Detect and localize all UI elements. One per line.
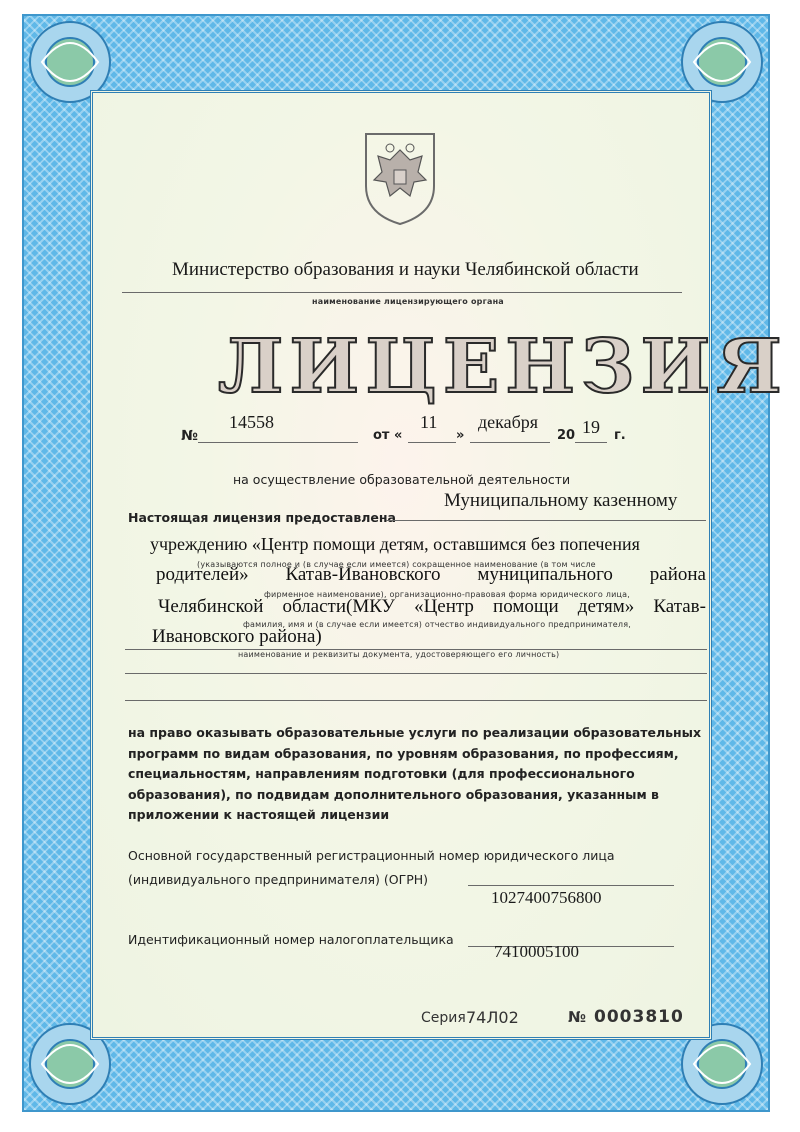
- license-year: 19: [582, 417, 600, 437]
- date-from-label: от «: [373, 428, 403, 443]
- day-underline: [408, 442, 456, 443]
- year-underline: [575, 442, 607, 443]
- holder-word: «Центр: [414, 596, 474, 617]
- licensing-authority: Министерство образования и науки Челябинской области: [172, 259, 639, 280]
- holder-hint-1: (указываются полное и (в случае если имеется) сокращенное наименование (в том числе: [197, 560, 596, 569]
- rights-line: образования), по подвидам дополнительного образования, указанным в: [128, 786, 659, 802]
- granted-label: Настоящая лицензия предоставлена: [128, 510, 396, 525]
- rights-line: приложении к настоящей лицензии: [128, 807, 390, 822]
- coat-of-arms-icon: [360, 130, 440, 226]
- holder-line-1: Муниципальному казенному: [444, 490, 678, 511]
- holder-word: помощи: [493, 596, 559, 617]
- license-number: 14558: [229, 412, 274, 432]
- authority-hint: наименование лицензирующего органа: [312, 297, 504, 306]
- month-underline: [470, 442, 550, 443]
- year-unit: г.: [614, 428, 626, 443]
- series-label: Серия: [421, 1010, 466, 1026]
- activity-type: на осуществление образовательной деятельности: [233, 472, 571, 487]
- license-month: декабря: [478, 412, 539, 432]
- holder-line-4: [158, 596, 706, 618]
- authority-underline: [122, 292, 682, 293]
- holder-word: родителей»: [156, 564, 249, 585]
- blank-underline-2: [125, 700, 707, 701]
- holder-word: Катав-Ивановского: [285, 564, 441, 585]
- holder-hint-3: фамилия, имя и (в случае если имеется) отчество индивидуального предпринимателя,: [243, 620, 631, 629]
- rights-paragraph: [128, 723, 701, 826]
- year-prefix: 20: [557, 428, 576, 443]
- holder-word: муниципального: [477, 564, 613, 585]
- day-close-quote: »: [456, 428, 465, 443]
- holder-word: Челябинской: [158, 596, 264, 617]
- series-value: 74Л02: [466, 1008, 519, 1027]
- number-underline: [198, 442, 358, 443]
- holder-word: Катав-: [653, 596, 706, 617]
- document-title: ЛИЦЕНЗИЯ: [218, 324, 788, 410]
- blank-number-value: 0003810: [594, 1007, 684, 1027]
- ogrn-label-line-2: (индивидуального предпринимателя) (ОГРН): [128, 872, 429, 887]
- ogrn-value: 1027400756800: [491, 888, 602, 907]
- holder-hint-2: фирменное наименование), организационно-правовая форма юридического лица,: [264, 590, 630, 599]
- blank-number-label: №: [568, 1008, 587, 1026]
- blank-underline-1: [125, 673, 707, 674]
- ogrn-underline: [468, 885, 674, 886]
- holder-hint-4: наименование и реквизиты документа, удостоверяющего его личность): [238, 650, 560, 659]
- rights-line: на право оказывать образовательные услуги по реализации образовательных: [128, 725, 702, 740]
- rights-line: специальностям, направлениям подготовки (для профессионального: [128, 766, 635, 781]
- holder-line-5: Ивановского района): [152, 626, 322, 647]
- rights-line: программ по видам образования, по уровням образования, по профессиям,: [128, 745, 679, 761]
- holder-underline-1: [386, 520, 706, 521]
- holder-line-3: [156, 564, 706, 586]
- ogrn-label-line-1: Основной государственный регистрационный номер юридического лица: [128, 848, 615, 863]
- number-label: №: [181, 428, 198, 444]
- holder-line-2: учреждению «Центр помощи детям, оставшимся без попечения: [150, 534, 640, 554]
- holder-word: детям»: [577, 596, 635, 617]
- inn-label: Идентификационный номер налогоплательщика: [128, 932, 454, 947]
- license-day: 11: [420, 412, 438, 432]
- holder-word: области(МКУ: [282, 596, 395, 617]
- holder-word: района: [649, 564, 706, 585]
- inn-value: 7410005100: [494, 942, 579, 961]
